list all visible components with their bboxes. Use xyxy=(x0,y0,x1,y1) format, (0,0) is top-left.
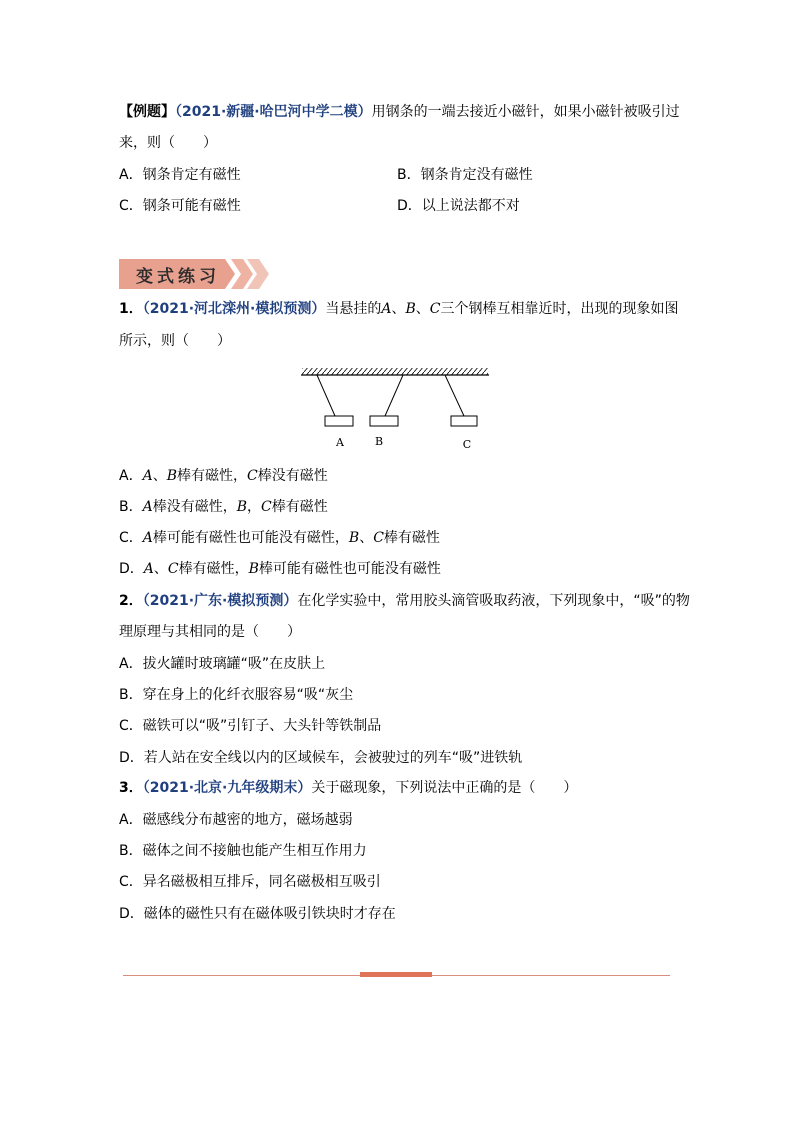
q2-stem-text: 在化学实验中，常用胶头滴管吸取药液，下列现象中，“吸”的物 xyxy=(297,593,690,609)
q1-stem-line1 xyxy=(119,299,679,319)
option-label: C． xyxy=(119,198,143,214)
rod-c xyxy=(451,416,477,426)
figure-label-a: A xyxy=(336,436,344,449)
example-option-b[interactable] xyxy=(397,165,533,185)
string-a xyxy=(317,375,335,416)
q1-option-d[interactable] xyxy=(119,559,441,579)
q3-option-b[interactable] xyxy=(119,841,367,861)
option-label: A． xyxy=(119,812,143,828)
option-label: D． xyxy=(119,906,144,922)
separator: 、 xyxy=(415,301,430,317)
option-label: B． xyxy=(119,843,143,859)
option-text: 棒有磁性， xyxy=(177,468,247,484)
q3-option-d[interactable] xyxy=(119,904,396,924)
hanging-rods-figure xyxy=(299,366,491,456)
figure-label-b: B xyxy=(374,435,384,448)
option-label: A． xyxy=(119,167,143,183)
rod-label: A xyxy=(142,530,153,546)
rod-label: B xyxy=(405,301,416,317)
rod-label: C xyxy=(247,468,258,484)
option-text: 棒可能有磁性也可能没有磁性， xyxy=(152,530,349,546)
example-option-d[interactable] xyxy=(397,196,520,216)
string-b xyxy=(385,375,403,416)
rod-label: A xyxy=(381,301,392,317)
option-text: 磁体之间不接触也能产生相互作用力 xyxy=(142,843,367,859)
option-text: 棒有磁性 xyxy=(271,499,328,515)
figure-label-c: C xyxy=(462,438,472,451)
rod-label: A xyxy=(142,468,153,484)
q2-number: 2． xyxy=(119,593,143,609)
example-stem-line1 xyxy=(119,102,680,122)
q3-stem-text: 关于磁现象，下列说法中正确的是（ ） xyxy=(311,780,578,796)
option-text: 、 xyxy=(152,468,167,484)
rod-label: B xyxy=(166,468,177,484)
q2-stem-line1 xyxy=(119,591,690,611)
option-text: 棒可能有磁性也可能没有磁性 xyxy=(258,561,441,577)
q1-stem-text: 三个钢棒互相靠近时，出现的现象如图 xyxy=(440,301,679,317)
rod-label: B xyxy=(248,561,259,577)
option-text: 棒没有磁性 xyxy=(257,468,328,484)
example-option-c[interactable] xyxy=(119,196,241,216)
option-text: 拔火罐时玻璃罐“吸”在皮肤上 xyxy=(142,656,326,672)
q1-stem-text: 当悬挂的 xyxy=(325,301,382,317)
option-label: D． xyxy=(397,198,422,214)
option-text: 棒有磁性 xyxy=(383,530,440,546)
rod-label: C xyxy=(167,561,179,577)
option-text: 钢条肯定没有磁性 xyxy=(420,167,533,183)
q2-source: （2021·广东·模拟预测） xyxy=(142,593,298,609)
rod-label: A xyxy=(142,499,153,515)
example-stem-text: 用钢条的一端去接近小磁针，如果小磁针被吸引过 xyxy=(371,104,680,120)
rod-label: A xyxy=(143,561,154,577)
string-c xyxy=(445,375,464,416)
q1-number: 1． xyxy=(119,301,143,317)
q2-stem-line2: 理原理与其相同的是（ ） xyxy=(119,624,301,640)
option-text: 棒有磁性， xyxy=(178,561,249,577)
q2-option-d[interactable] xyxy=(119,748,522,768)
rod-label: C xyxy=(261,499,272,515)
option-text: 钢条肯定有磁性 xyxy=(142,167,241,183)
option-text: 、 xyxy=(153,561,168,577)
option-text: 以上说法都不对 xyxy=(421,198,520,214)
q3-stem-line1 xyxy=(119,778,577,798)
option-text: 穿在身上的化纤衣服容易“吸“灰尘 xyxy=(142,687,354,703)
option-label: A． xyxy=(119,468,143,484)
separator: 、 xyxy=(391,301,406,317)
ceiling-hatch xyxy=(302,368,488,375)
q3-option-c[interactable] xyxy=(119,872,381,892)
option-text: 磁铁可以“吸”引钉子、大头针等铁制品 xyxy=(142,718,382,734)
example-stem-line2: 来，则（ ） xyxy=(119,135,217,151)
banner-title: 变式练习 xyxy=(136,267,220,287)
q1-option-a[interactable] xyxy=(119,466,328,486)
option-label: B． xyxy=(119,499,143,515)
option-label: D． xyxy=(119,561,144,577)
option-text: 磁感线分布越密的地方，磁场越弱 xyxy=(142,812,353,828)
rod-label: C xyxy=(373,530,384,546)
example-source: （2021·新疆·哈巴河中学二模） xyxy=(175,104,372,120)
option-text: 磁体的磁性只有在磁体吸引铁块时才存在 xyxy=(143,906,396,922)
rod-b xyxy=(370,416,398,426)
rod-label: C xyxy=(429,301,441,317)
option-text: 若人站在安全线以内的区域候车，会被驶过的列车“吸”进铁轨 xyxy=(143,750,523,766)
q1-option-b[interactable] xyxy=(119,497,328,517)
option-text: 、 xyxy=(359,530,374,546)
option-text: 异名磁极相互排斥，同名磁极相互吸引 xyxy=(142,874,381,890)
option-label: C． xyxy=(119,874,143,890)
rod-label: B xyxy=(236,499,248,515)
option-label: C． xyxy=(119,530,143,546)
q1-stem-line2: 所示，则（ ） xyxy=(119,333,231,349)
q3-option-a[interactable] xyxy=(119,810,353,830)
q3-number: 3． xyxy=(119,780,143,796)
q1-option-c[interactable] xyxy=(119,528,440,548)
option-text: ， xyxy=(247,499,262,515)
example-tag: 【例题】 xyxy=(119,104,175,120)
example-option-a[interactable] xyxy=(119,165,241,185)
q2-option-a[interactable] xyxy=(119,654,325,674)
option-label: B． xyxy=(119,687,143,703)
option-label: D． xyxy=(119,750,144,766)
q3-source: （2021·北京·九年级期末） xyxy=(142,780,312,796)
rod-label: B xyxy=(348,530,360,546)
option-text: 棒没有磁性， xyxy=(152,499,237,515)
rod-a xyxy=(325,416,353,426)
option-text: 钢条可能有磁性 xyxy=(142,198,241,214)
footer-accent-mark xyxy=(360,972,432,977)
q2-option-c[interactable] xyxy=(119,716,381,736)
option-label: C． xyxy=(119,718,143,734)
q1-source: （2021·河北滦州·模拟预测） xyxy=(142,301,326,317)
option-label: A． xyxy=(119,656,143,672)
option-label: B． xyxy=(397,167,421,183)
q2-option-b[interactable] xyxy=(119,685,353,705)
